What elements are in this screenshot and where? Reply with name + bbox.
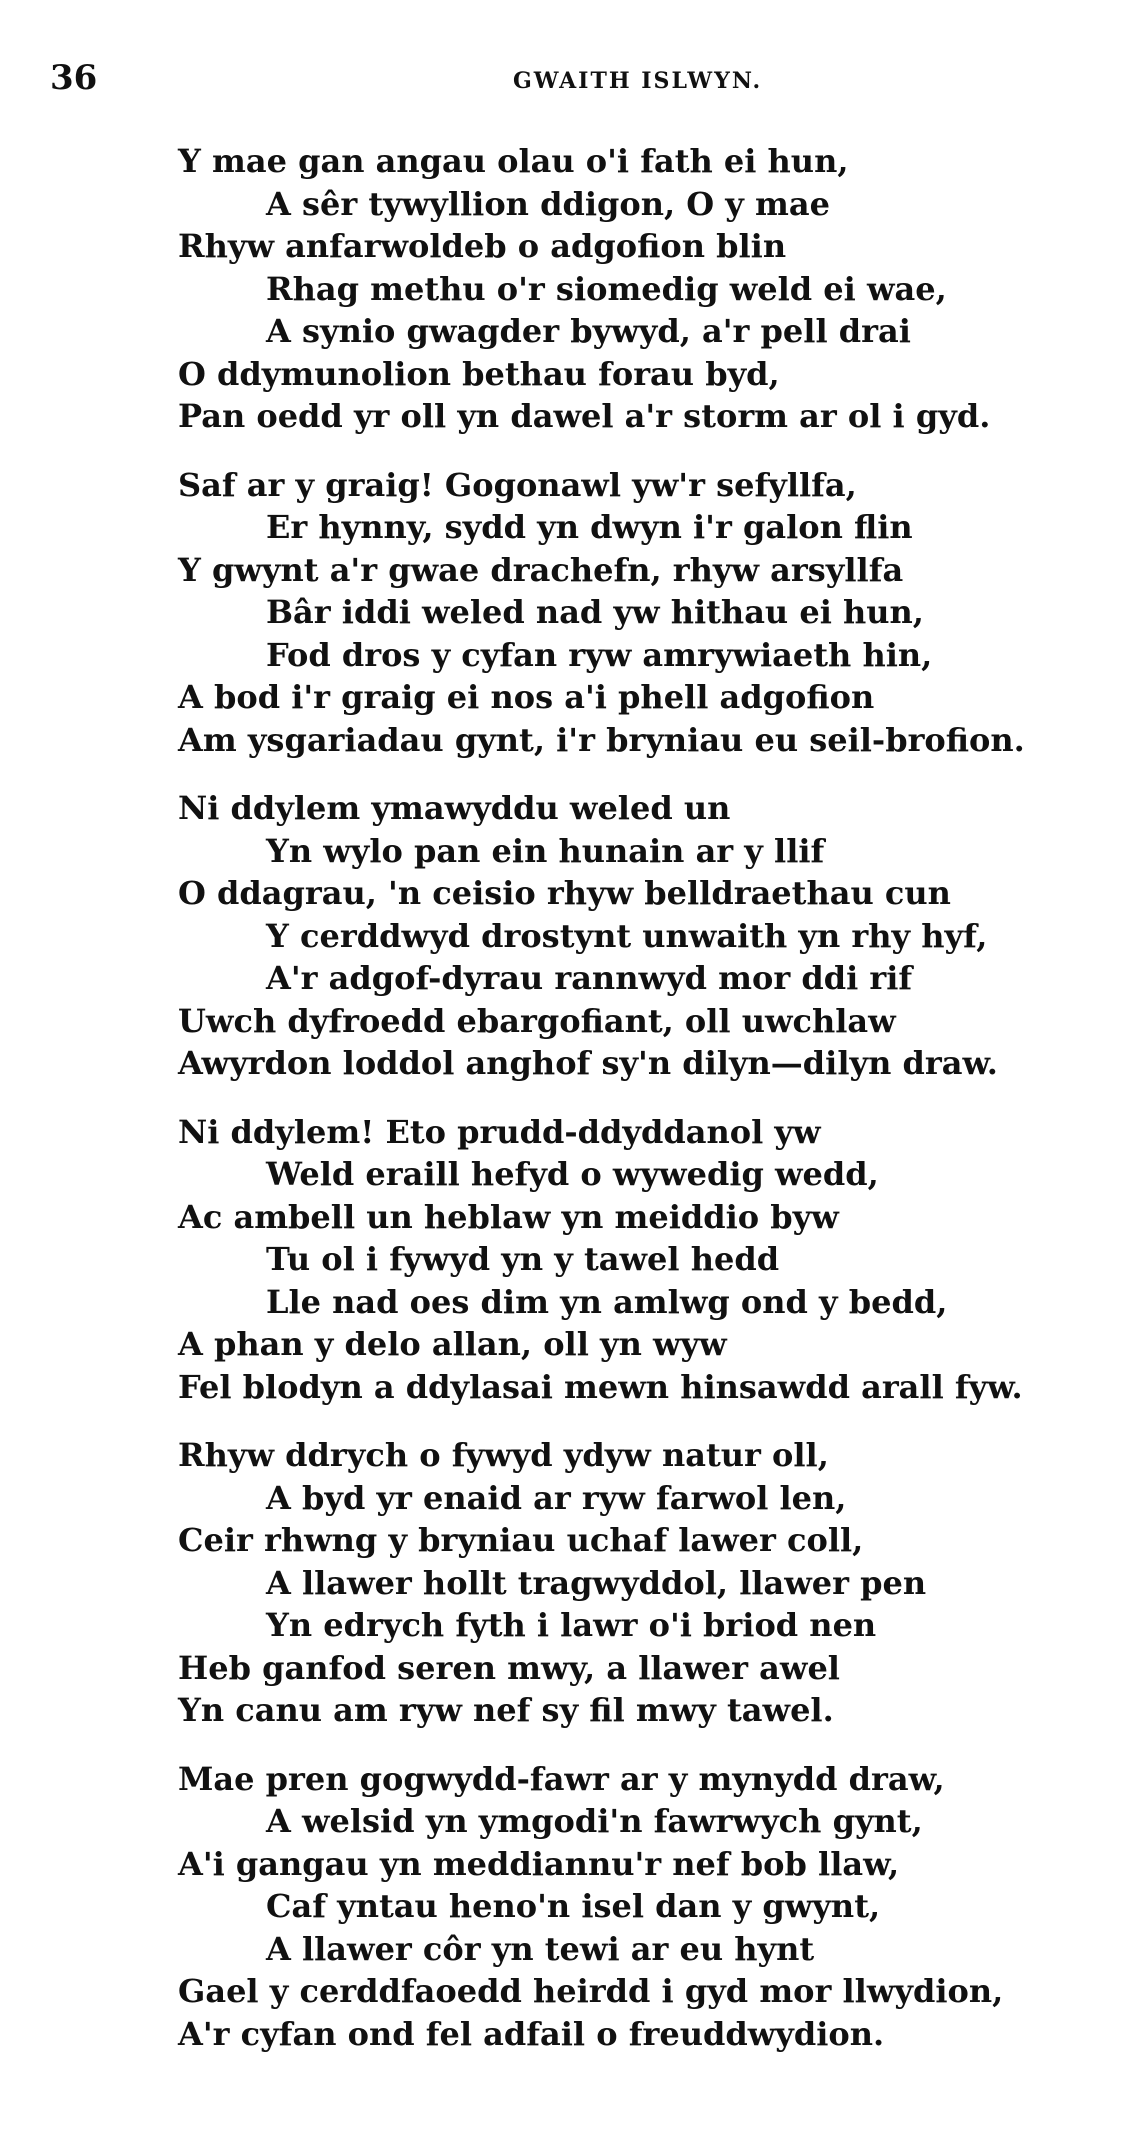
poem-line: Lle nad oes dim yn amlwg ond y bedd, — [266, 1282, 948, 1321]
poem-line: Yn canu am ryw nef sy fil mwy tawel. — [178, 1691, 834, 1729]
poem-body — [178, 140, 1118, 2081]
poem-line: Heb ganfod seren mwy, a llawer awel — [178, 1648, 840, 1687]
poem-line: O ddagrau, 'n ceisio rhyw belldraethau cun — [178, 874, 951, 912]
poem-line: A welsid yn ymgodi'n fawrwych gynt, — [266, 1802, 923, 1840]
poem-line: A llawer hollt tragwyddol, llawer pen — [266, 1563, 927, 1602]
poem-line: Tu ol i fywyd yn y tawel hedd — [266, 1240, 780, 1278]
poem-line: Am ysgariadau gynt, i'r bryniau eu seil-brofion. — [178, 720, 1025, 759]
poem-line: Ac ambell un heblaw yn meiddio byw — [178, 1197, 839, 1236]
poem-line: A byd yr enaid ar ryw farwol len, — [266, 1478, 847, 1517]
poem-line: Ni ddylem! Eto prudd-ddyddanol yw — [178, 1112, 821, 1151]
running-title: GWAITH ISLWYN. — [513, 68, 763, 94]
poem-line: A sêr tywyllion ddigon, O y mae — [266, 184, 830, 223]
page-number: 36 — [50, 58, 98, 98]
poem-line: Gael y cerddfaoedd heirdd i gyd mor llwydion, — [178, 1972, 1004, 2010]
stanza — [178, 787, 1118, 1085]
poem-line: Saf ar y graig! Gogonawl yw'r sefyllfa, — [178, 465, 857, 504]
poem-line: Yn edrych fyth i lawr o'i briod nen — [266, 1606, 877, 1644]
poem-line: Mae pren gogwydd-fawr ar y mynydd draw, — [178, 1759, 945, 1798]
poem-line: Yn wylo pan ein hunain ar y llif — [266, 831, 825, 870]
poem-line: Y gwynt a'r gwae drachefn, rhyw arsyllfa — [178, 550, 904, 589]
poem-line: Fod dros y cyfan ryw amrywiaeth hin, — [266, 635, 933, 674]
running-head — [50, 58, 1078, 98]
stanza — [178, 1111, 1118, 1409]
poem-line: Caf yntau heno'n isel dan y gwynt, — [266, 1887, 881, 1925]
poem-line: A'r adgof-dyrau rannwyd mor ddi rif — [266, 959, 913, 997]
stanza — [178, 1434, 1118, 1732]
poem-line: A bod i'r graig ei nos a'i phell adgofion — [178, 678, 875, 716]
poem-line: A'i gangau yn meddiannu'r nef bob llaw, — [178, 1844, 900, 1883]
poem-line: Ceir rhwng y bryniau uchaf lawer coll, — [178, 1521, 864, 1559]
poem-line: Awyrdon loddol anghof sy'n dilyn—dilyn draw. — [178, 1044, 998, 1082]
poem-line: Rhag methu o'r siomedig weld ei wae, — [266, 269, 947, 308]
poem-line: A synio gwagder bywyd, a'r pell drai — [266, 312, 911, 350]
poem-line: Fel blodyn a ddylasai mewn hinsawdd arall fyw. — [178, 1367, 1023, 1406]
poem-line: Uwch dyfroedd ebargofiant, oll uwchlaw — [178, 1001, 896, 1040]
poem-line: A llawer côr yn tewi ar eu hynt — [266, 1929, 815, 1968]
poem-line: Bâr iddi weled nad yw hithau ei hun, — [266, 593, 924, 631]
stanza — [178, 1758, 1118, 2056]
poem-line: O ddymunolion bethau forau byd, — [178, 354, 780, 393]
poem-line: Weld eraill hefyd o wywedig wedd, — [266, 1155, 879, 1193]
poem-line: A'r cyfan ond fel adfail o freuddwydion. — [178, 2014, 885, 2053]
poem-line: Rhyw ddrych o fywyd ydyw natur oll, — [178, 1436, 829, 1474]
stanza — [178, 140, 1118, 438]
poem-line: Ni ddylem ymawyddu weled un — [178, 789, 731, 827]
poem-line: Pan oedd yr oll yn dawel a'r storm ar ol i gyd. — [178, 397, 991, 435]
stanza — [178, 464, 1118, 762]
poem-line: Y mae gan angau olau o'i fath ei hun, — [178, 142, 849, 180]
poem-line: Er hynny, sydd yn dwyn i'r galon flin — [266, 508, 913, 546]
poem-line: A phan y delo allan, oll yn wyw — [178, 1325, 727, 1363]
poem-line: Rhyw anfarwoldeb o adgofion blin — [178, 227, 787, 265]
poem-line: Y cerddwyd drostynt unwaith yn rhy hyf, — [266, 916, 988, 955]
